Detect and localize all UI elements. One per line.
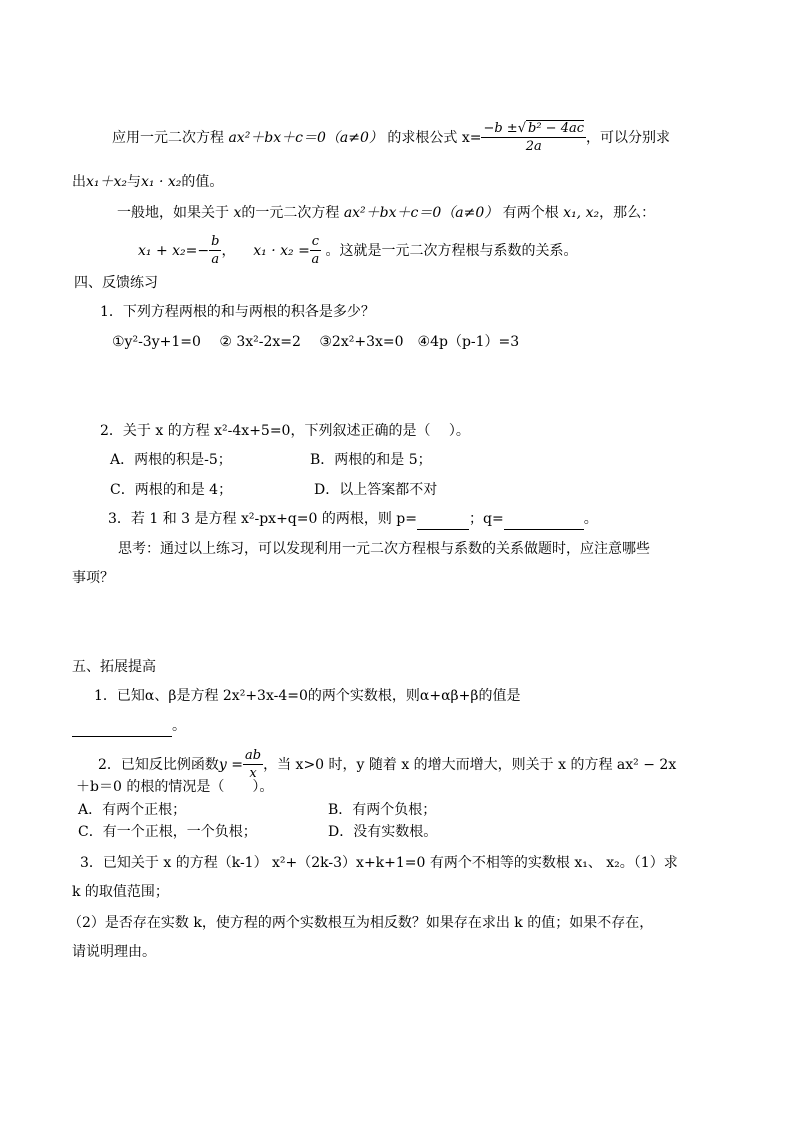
- s5-question-1-blank: [72, 716, 186, 737]
- think-prompt-cont: 事项？: [72, 570, 114, 586]
- roots: x₁, x₂: [563, 205, 600, 221]
- s5-question-3: 3．已知关于 x 的方程（k-1） x²+（2k-3）x+k+1=0 有两个不相等的实数根 x₁、 x₂。（1）求: [80, 855, 678, 871]
- s5-q2-option-b: B．有两个负根；: [328, 802, 437, 818]
- s5-q2-option-d: D．没有实数根。: [328, 824, 438, 840]
- question-text: 。: [172, 718, 186, 734]
- s5-question-2-cont: ＋b＝0 的根的情况是（ ）。: [76, 779, 274, 795]
- s5-question-3-part2-cont: 请说明理由。: [72, 944, 156, 960]
- intro-text: 的一元二次方程: [241, 205, 340, 221]
- section-5-heading: 五、拓展提高: [72, 659, 156, 675]
- s5-question-3-cont: k 的取值范围；: [72, 884, 169, 900]
- question-text: 3．若 1 和 3 是方程 x²-px+q=0 的两根，则 p=: [108, 511, 417, 527]
- answer-blank-q[interactable]: [504, 509, 584, 530]
- intro-line-3: [117, 203, 655, 223]
- s5-q2-option-a: A．有两个正根；: [78, 802, 187, 818]
- s4-question-3: [108, 509, 598, 530]
- variable-x: x: [233, 205, 242, 221]
- intro-text: 出: [72, 174, 86, 190]
- vieta-relations: [138, 234, 578, 268]
- product-fraction: [310, 234, 321, 268]
- separator: ，: [221, 243, 236, 259]
- quadratic-equation: ax²＋bx＋c＝0（a≠0）: [343, 205, 499, 221]
- answer-blank[interactable]: [72, 716, 172, 737]
- intro-line-2: [72, 172, 223, 192]
- s4-question-2: 2．关于 x 的方程 x²-4x+5=0，下列叙述正确的是（ ）。: [100, 423, 470, 439]
- s5-q2-option-c: C．有一个正根，一个负根；: [78, 824, 257, 840]
- intro-text: 的求根公式: [387, 130, 458, 146]
- s4-q2-option-d: D．以上答案都不对: [314, 482, 438, 498]
- quadratic-formula: $\frac{\text{−b ±√ b² − 4ac}}{2a}$: [483, 121, 584, 154]
- fraction-denominator: a: [211, 252, 220, 267]
- intro-text: 与: [127, 174, 142, 190]
- quadratic-equation: ax²＋bx＋c＝0（a≠0）: [228, 130, 383, 146]
- sum-fraction: [209, 234, 221, 268]
- think-prompt: 思考：通过以上练习，可以发现利用一元二次方程根与系数的关系做题时，应注意哪些: [118, 541, 650, 557]
- fraction-numerator: b: [211, 234, 220, 249]
- function-lhs: y =: [218, 757, 244, 773]
- s4-q2-option-a: A．两根的积是-5；: [110, 452, 232, 468]
- fraction-denominator: a: [311, 252, 320, 267]
- fraction-denominator: x: [249, 766, 257, 781]
- question-text: ；q=: [469, 511, 504, 527]
- s4-q2-option-c: C．两根的和是 4；: [110, 482, 233, 498]
- question-text: 。: [583, 511, 598, 527]
- intro-text: 的值。: [181, 174, 224, 190]
- answer-blank-p[interactable]: [417, 509, 469, 530]
- section-4-heading: 四、反馈练习: [74, 275, 158, 291]
- intro-text: ，可以分别求: [586, 130, 670, 146]
- question-text: 2．已知反比例函数: [98, 757, 219, 773]
- intro-text: 有两个根: [502, 205, 559, 221]
- x-equals: x=: [461, 130, 482, 146]
- sum-relation-lhs: x₁ + x₂=−: [138, 243, 210, 259]
- s4-question-1: 1．下列方程两根的和与两根的积各是多少？: [100, 304, 375, 320]
- formula-radicand: b² − 4ac: [528, 121, 584, 136]
- root-sum: x₁＋x₂: [86, 174, 128, 190]
- s5-question-3-part2: （2）是否存在实数 k，使方程的两个实数根互为相反数？如果存在求出 k 的值；如果不存在，: [68, 915, 654, 931]
- s4-question-1-items: ①y²-3y+1=0 ② 3x²-2x=2 ③2x²+3x=0 ④4p（p-1）=3: [112, 334, 520, 350]
- product-relation-lhs: x₁ · x₂ =: [253, 243, 310, 259]
- fraction-numerator: ab: [245, 748, 262, 763]
- intro-text: 一般地，如果关于: [117, 205, 229, 221]
- formula-numerator: −b ±: [483, 121, 518, 136]
- question-text: ，当 x>0 时，y 随着 x 的增大而增大，则关于 x 的方程 ax² − 2x: [263, 757, 677, 773]
- intro-text: 应用一元二次方程: [112, 130, 224, 146]
- formula-denominator: 2a: [525, 139, 542, 154]
- intro-line-1: [112, 121, 670, 155]
- s5-question-1: 1．已知α、β是方程 2x²+3x-4=0的两个实数根，则α+αβ+β的值是: [94, 688, 521, 704]
- fraction-numerator: c: [311, 234, 320, 249]
- root-product: x₁ · x₂: [141, 174, 182, 190]
- s4-q2-option-b: B．两根的和是 5；: [310, 452, 432, 468]
- intro-text: 。这就是一元二次方程根与系数的关系。: [325, 243, 578, 259]
- intro-text: ，那么：: [599, 205, 656, 221]
